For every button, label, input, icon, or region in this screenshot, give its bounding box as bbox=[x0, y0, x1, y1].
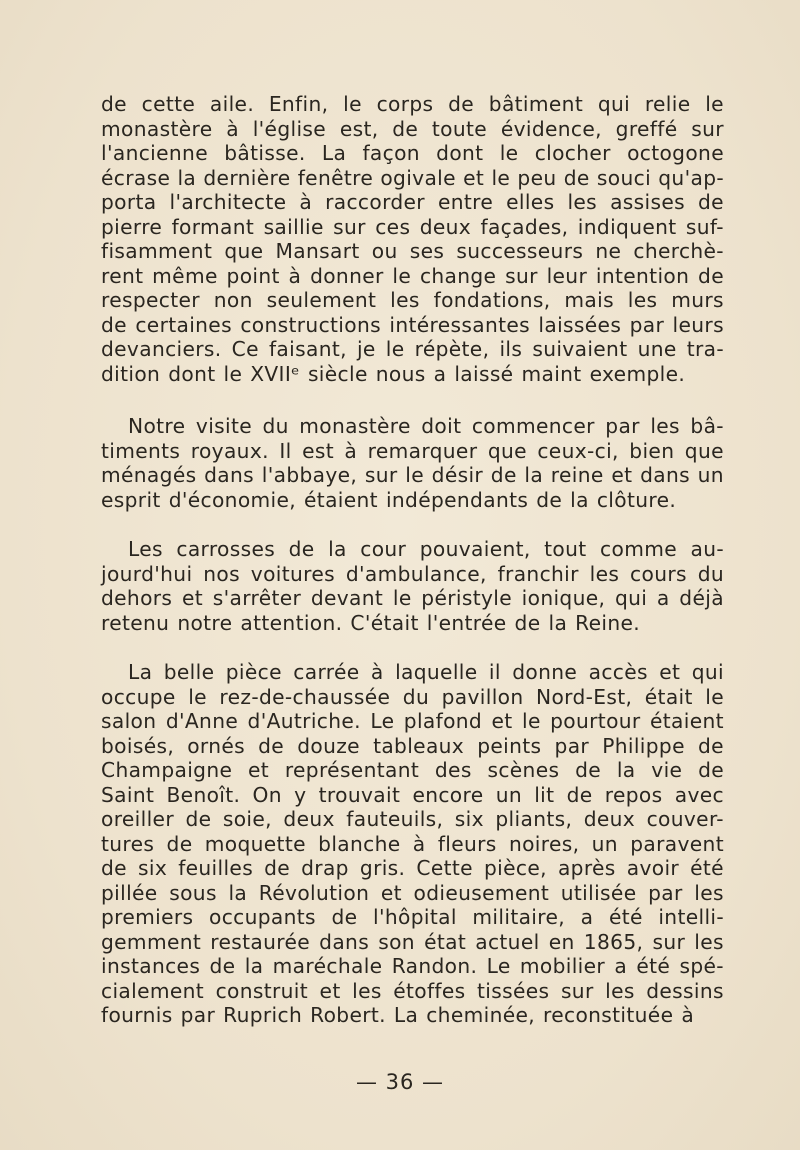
paragraph-4 bbox=[101, 660, 724, 1028]
text-line: écrase la dernière fenêtre ogivale et le peu de souci qu'ap- bbox=[101, 165, 724, 190]
text-line: premiers occupants de l'hôpital militaire, a été intelli- bbox=[101, 905, 724, 929]
text-line: devanciers. Ce faisant, je le répète, ils suivaient une tra- bbox=[101, 337, 724, 361]
text-line: Saint Benoît. On y trouvait encore un lit de repos avec bbox=[101, 782, 724, 807]
text-line: cialement construit et les étoffes tissées sur les dessins bbox=[101, 978, 724, 1003]
text-line: Champaigne et représentant des scènes de la vie de bbox=[101, 758, 724, 782]
text-line: tures de moquette blanche à fleurs noires, un paravent bbox=[101, 831, 724, 856]
text-line: salon d'Anne d'Autriche. Le plafond et le pourtour étaient bbox=[101, 709, 724, 733]
text-line: jourd'hui nos voitures d'ambulance, franchir les cours du bbox=[101, 561, 724, 586]
text-line: La belle pièce carrée à laquelle il donne accès et qui bbox=[128, 660, 724, 684]
text-line: pierre formant saillie sur ces deux façades, indiquent suf- bbox=[101, 214, 724, 239]
text-line: de cette aile. Enfin, le corps de bâtiment qui relie le bbox=[101, 92, 724, 116]
text-line: porta l'architecte à raccorder entre elles les assises de bbox=[101, 190, 724, 214]
page-number: — 36 — bbox=[355, 1070, 445, 1094]
text-line: rent même point à donner le change sur leur intention de bbox=[101, 263, 724, 288]
text-line: de certaines constructions intéressantes laissées par leurs bbox=[101, 312, 724, 337]
text-line: gemment restaurée dans son état actuel en 1865, sur les bbox=[101, 929, 724, 954]
text-line: occupe le rez-de-chaussée du pavillon Nord-Est, était le bbox=[101, 684, 724, 709]
text-line: Notre visite du monastère doit commencer par les bâ- bbox=[128, 414, 724, 438]
text-line: timents royaux. Il est à remarquer que ceux-ci, bien que bbox=[101, 438, 724, 463]
text-line: esprit d'économie, étaient indépendants de la clôture. bbox=[101, 487, 677, 512]
paragraph-2 bbox=[101, 414, 724, 512]
text-line: ménagés dans l'abbaye, sur le désir de la reine et dans un bbox=[101, 463, 724, 487]
text-line: fournis par Ruprich Robert. La cheminée, reconstituée à bbox=[101, 1003, 695, 1027]
text-line: dition dont le XVIIᵉ siècle nous a laissé maint exemple. bbox=[101, 361, 686, 386]
text-line: pillée sous la Révolution et odieusement utilisée par les bbox=[101, 880, 724, 905]
text-line: oreiller de soie, deux fauteuils, six pliants, deux couver- bbox=[101, 807, 724, 831]
paragraph-3 bbox=[101, 537, 724, 635]
paragraph-1 bbox=[101, 92, 724, 386]
text-line: respecter non seulement les fondations, mais les murs bbox=[101, 288, 724, 312]
text-line: Les carrosses de la cour pouvaient, tout comme au- bbox=[128, 537, 724, 561]
text-line: dehors et s'arrêter devant le péristyle ionique, qui a déjà bbox=[101, 586, 724, 610]
text-line: l'ancienne bâtisse. La façon dont le clocher octogone bbox=[101, 141, 724, 165]
text-line: retenu notre attention. C'était l'entrée de la Reine. bbox=[101, 610, 641, 635]
page-text-block bbox=[101, 92, 724, 1028]
text-line: fisamment que Mansart ou ses successeurs ne cherchè- bbox=[101, 239, 724, 263]
text-line: monastère à l'église est, de toute évidence, greffé sur bbox=[101, 116, 724, 141]
text-line: de six feuilles de drap gris. Cette pièce, après avoir été bbox=[101, 856, 724, 880]
text-line: boisés, ornés de douze tableaux peints par Philippe de bbox=[101, 733, 724, 758]
text-line: instances de la maréchale Randon. Le mobilier a été spé- bbox=[101, 954, 724, 978]
